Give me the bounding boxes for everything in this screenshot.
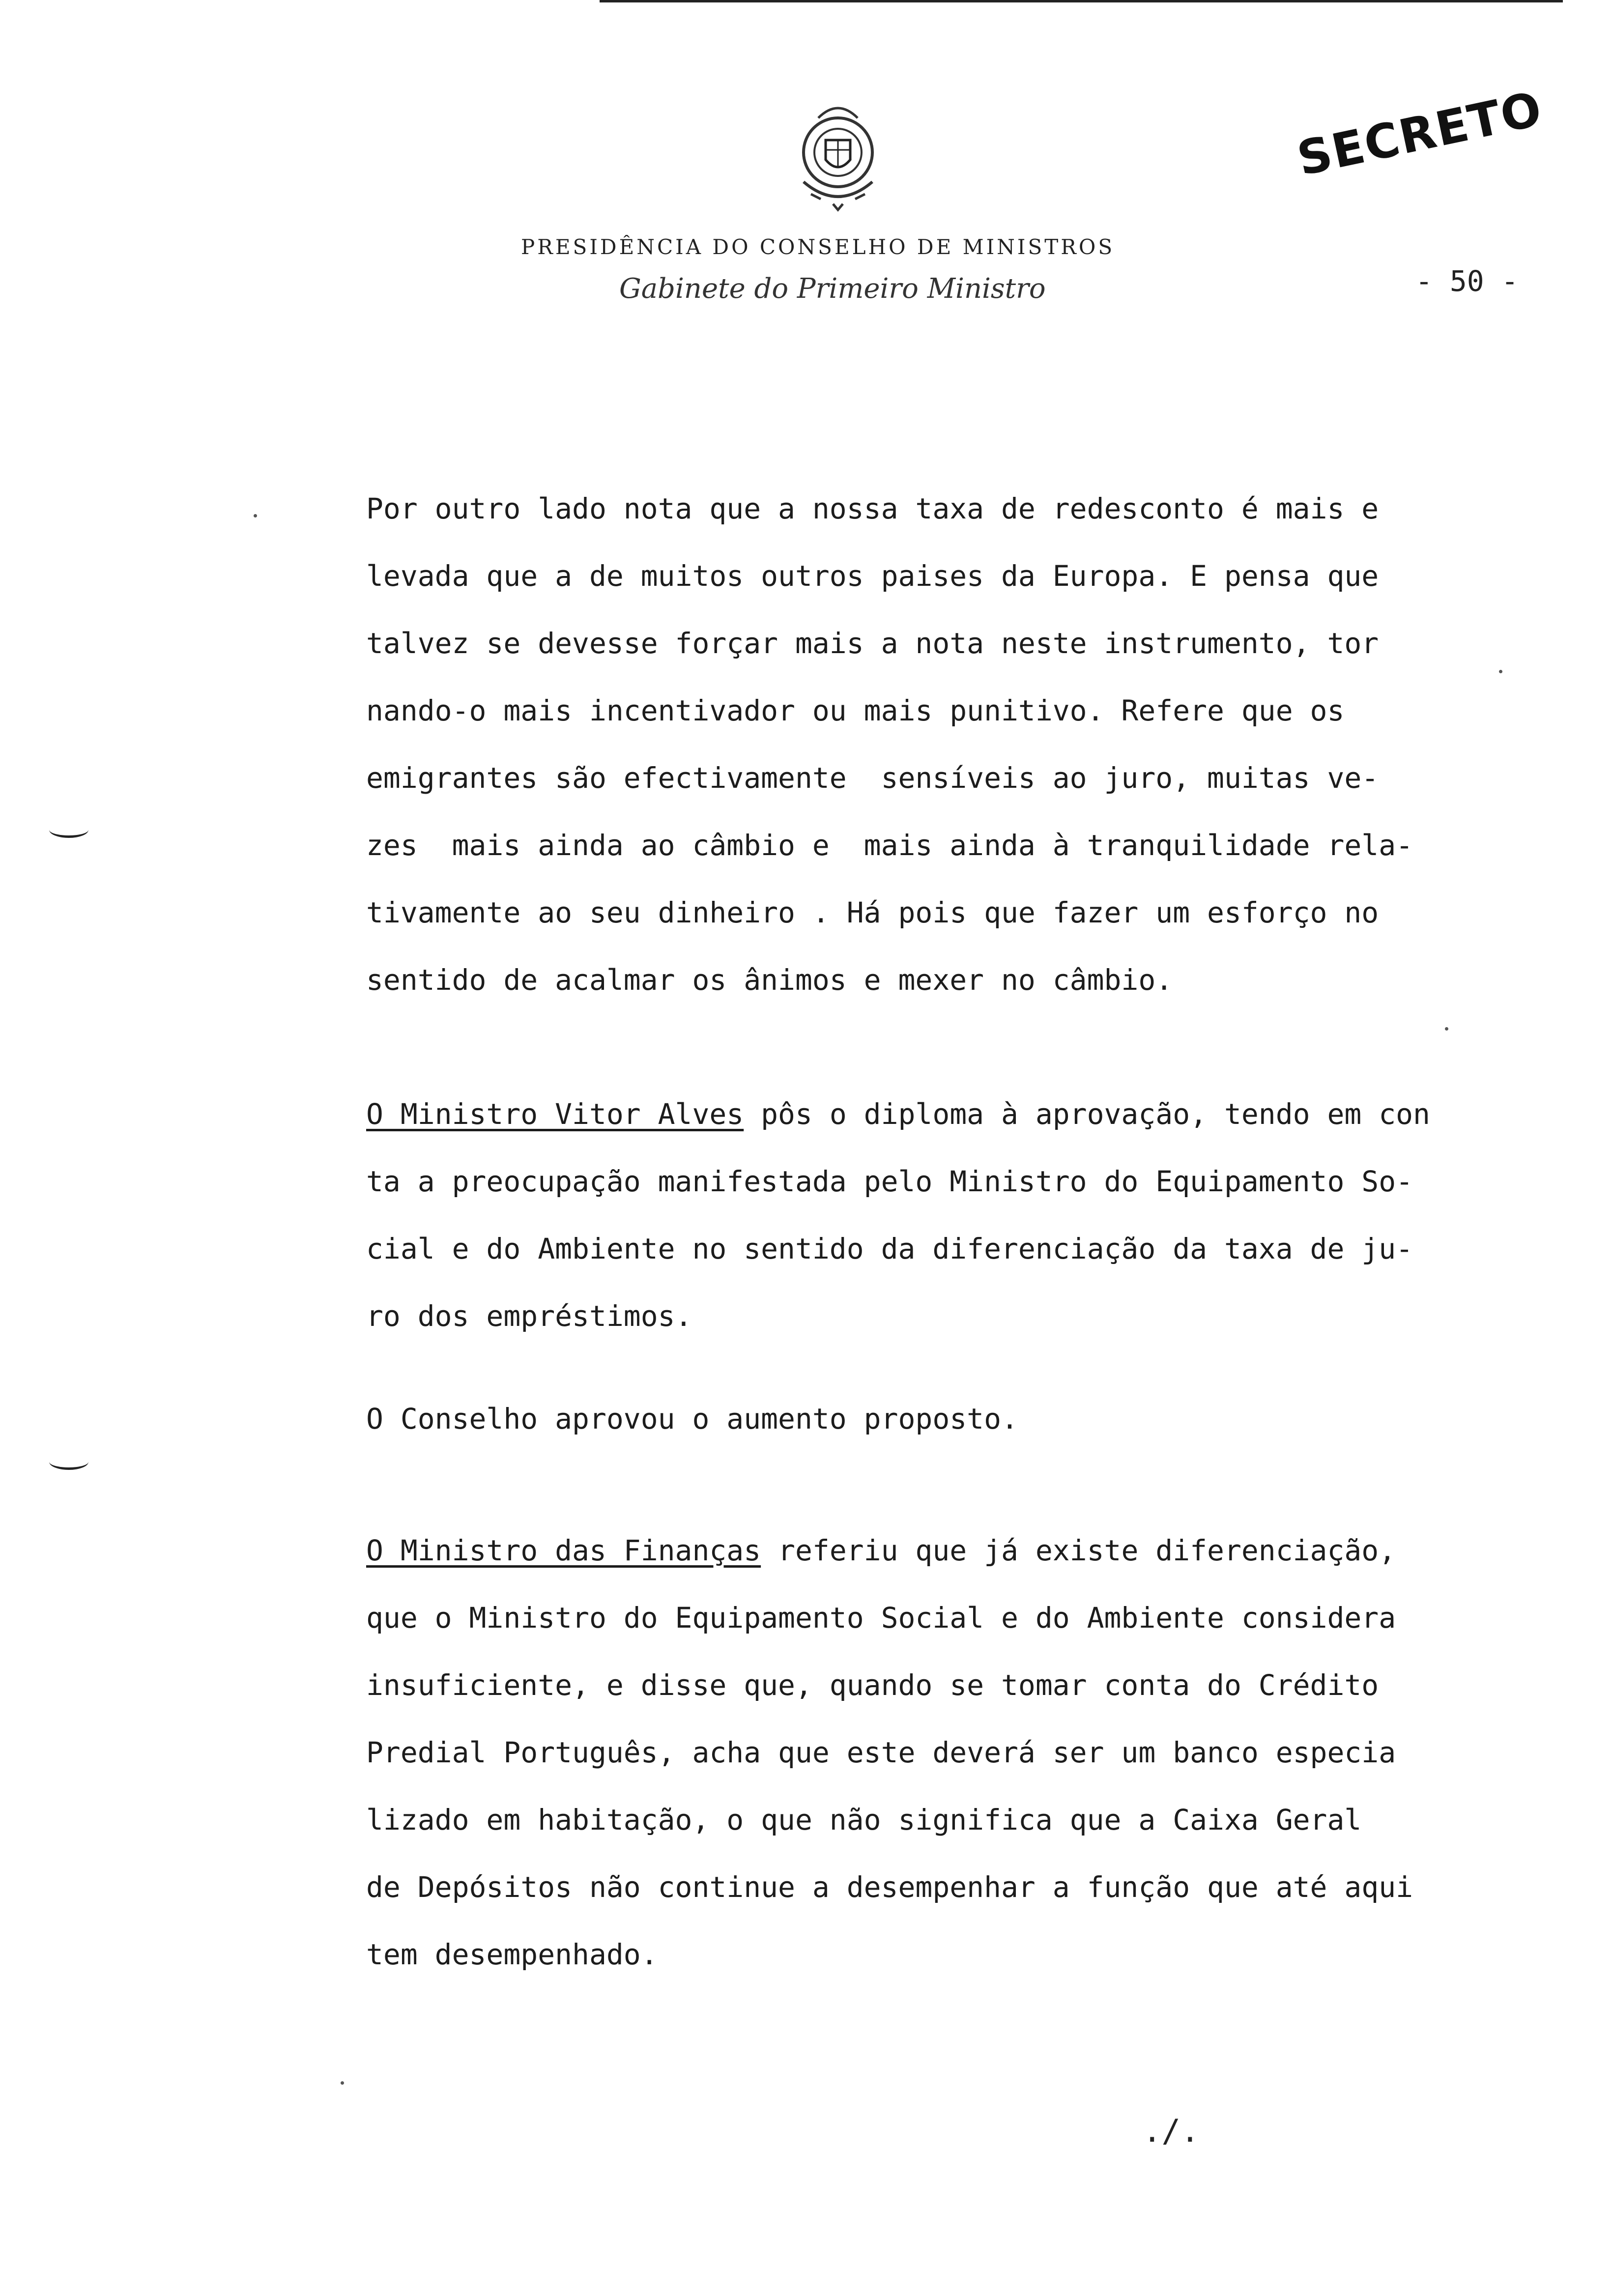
- coat-of-arms-icon: [784, 98, 892, 216]
- cabinet-heading: Gabinete do Primeiro Ministro: [619, 273, 1046, 305]
- paragraph-4-line-6: de Depósitos não continue a desempenhar a função que até aqui: [366, 1870, 1413, 1904]
- paragraph-2-line-1: [366, 1097, 1430, 1131]
- institution-heading: PRESIDÊNCIA DO CONSELHO DE MINISTROS: [521, 235, 1115, 259]
- paragraph-3-line-1: O Conselho aprovou o aumento proposto.: [366, 1402, 1018, 1435]
- paragraph-1-line-4: nando-o mais incentivador ou mais punitivo. Refere que os: [366, 694, 1345, 727]
- continuation-mark: ./.: [1143, 2113, 1200, 2150]
- paragraph-1-line-5: emigrantes são efectivamente sensíveis ao juro, muitas ve-: [366, 761, 1379, 795]
- paragraph-1-line-6: zes mais ainda ao câmbio e mais ainda à tranquilidade rela-: [366, 829, 1413, 862]
- paragraph-2-line-2: ta a preocupação manifestada pelo Ministro do Equipamento So-: [366, 1165, 1413, 1198]
- secret-stamp: SECRETO: [1293, 81, 1547, 187]
- page-number: - 50 -: [1415, 264, 1519, 298]
- paragraph-1-line-2: levada que a de muitos outros paises da Europa. E pensa que: [366, 559, 1379, 593]
- paragraph-2-line-4: ro dos empréstimos.: [366, 1299, 692, 1333]
- scan-speck: [1445, 1027, 1448, 1031]
- scan-speck: [341, 2081, 344, 2085]
- paragraph-2-line-1-text: pôs o diploma à aprovação, tendo em con: [744, 1097, 1430, 1131]
- paragraph-4-line-5: lizado em habitação, o que não significa que a Caixa Geral: [366, 1803, 1362, 1837]
- paragraph-1-line-3: talvez se devesse forçar mais a nota neste instrumento, tor: [366, 627, 1379, 660]
- paragraph-4-line-1-text: referiu que já existe diferenciação,: [761, 1534, 1396, 1567]
- paragraph-4-line-7: tem desempenhado.: [366, 1938, 658, 1971]
- binder-mark-upper: [49, 822, 88, 838]
- paragraph-4-line-1: [366, 1533, 1396, 1568]
- paragraph-4-line-3: insuficiente, e disse que, quando se tomar conta do Crédito: [366, 1668, 1379, 1702]
- paragraph-4-line-2: que o Ministro do Equipamento Social e do Ambiente considera: [366, 1601, 1396, 1635]
- top-edge-rule: [600, 0, 1563, 2]
- scan-speck: [254, 514, 257, 517]
- scan-speck: [1499, 670, 1502, 673]
- paragraph-1-line-8: sentido de acalmar os ânimos e mexer no câmbio.: [366, 963, 1173, 997]
- paragraph-1-line-1: Por outro lado nota que a nossa taxa de redesconto é mais e: [366, 492, 1379, 525]
- paragraph-4-line-4: Predial Português, acha que este deverá ser um banco especia: [366, 1736, 1396, 1769]
- speaker-ministro-financas: O Ministro das Finanças: [366, 1534, 761, 1567]
- paragraph-2-line-3: cial e do Ambiente no sentido da diferenciação da taxa de ju-: [366, 1232, 1413, 1265]
- paragraph-1-line-7: tivamente ao seu dinheiro . Há pois que fazer um esforço no: [366, 896, 1379, 929]
- speaker-vitor-alves: O Ministro Vitor Alves: [366, 1097, 744, 1131]
- binder-mark-lower: [49, 1454, 88, 1470]
